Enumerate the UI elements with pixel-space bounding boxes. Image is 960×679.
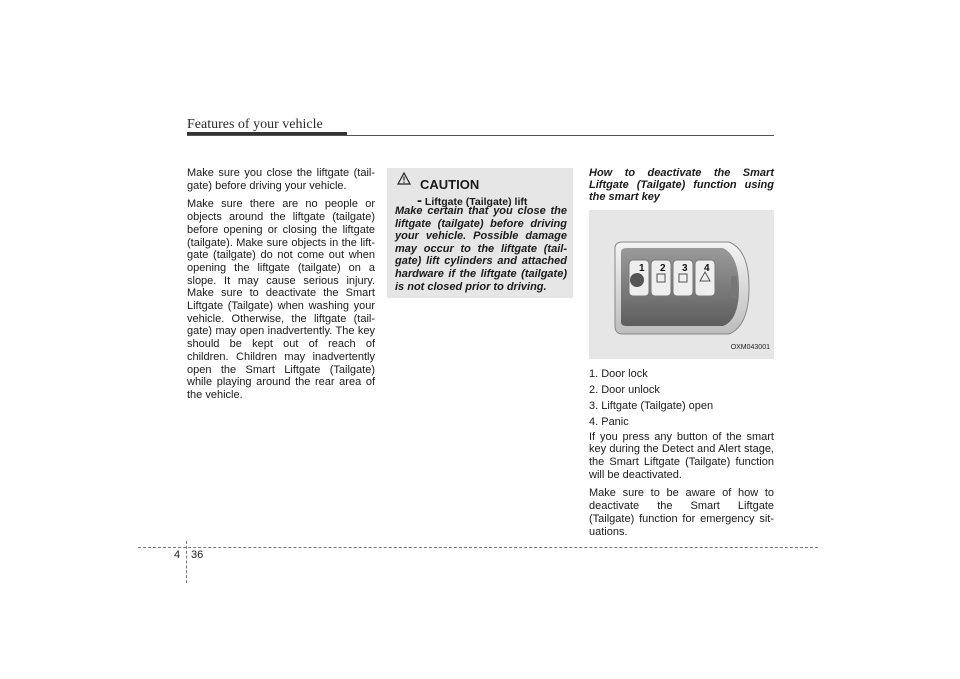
list-item: 1. Door lock <box>589 367 648 380</box>
header-rule <box>187 135 774 136</box>
chapter-number: 4 <box>174 549 181 561</box>
key-button-2-label: 2 <box>660 262 666 274</box>
howto-heading: How to deactivate the Smart Liftgate (Tailgate) function using the smart key <box>589 167 774 204</box>
paragraph: If you press any button of the smart key during the Detect and Alert stage, the Smart Liftgate (Tailgate) function will be deactivated. <box>589 430 774 481</box>
right-column <box>589 167 774 544</box>
caution-box <box>387 168 573 298</box>
smart-key-illustration <box>589 210 774 359</box>
footer-rule <box>138 547 818 548</box>
figure-code: OXM043001 <box>730 343 770 351</box>
list-item: 2. Door unlock <box>589 383 660 396</box>
key-button-1-label: 1 <box>639 262 645 274</box>
key-button-3-label: 3 <box>682 262 688 274</box>
paragraph: Make sure to be aware of how to deactivate the Smart Liftgate (Tailgate) function for emergency sit-uations. <box>589 487 774 538</box>
smart-key-figure <box>589 210 774 359</box>
warning-icon <box>397 172 411 185</box>
paragraph: Make sure you close the liftgate (tail-gate) before driving your vehicle. <box>187 167 375 192</box>
left-column <box>187 167 375 408</box>
footer-divider <box>186 541 187 583</box>
key-button-4-label: 4 <box>704 262 710 274</box>
caution-dash: - <box>417 192 422 209</box>
caution-text: Make certain that you close the liftgate (tailgate) before driving your vehicle. Possible damage may occur to the liftgate (tail-gate) lift cylinders and attached hardware if the liftgate (tailgate) is not closed prior to driving. <box>395 205 567 293</box>
paragraph: Make sure there are no people or objects around the liftgate (tailgate) before opening or closing the liftgate (tailgate). Make sure objects in the lift-gate (tailgate) do not come out when opening the liftgate (tailgate) on a slope. It may cause serious injury. Make sure to deactivate the Smart Liftgate (Tailgate) when washing your vehicle. Otherwise, the liftgate (tail-gate) may open inadvertently. The key should be kept out of reach of children. Children may inadvertently open the Smart Liftgate (Tailgate) while playing around the rear area of the vehicle. <box>187 198 375 401</box>
list-item: 3. Liftgate (Tailgate) open <box>589 399 714 412</box>
caution-subtitle-text: Liftgate (Tailgate) lift <box>424 196 528 208</box>
list-item: 4. Panic <box>589 415 629 428</box>
section-title: Features of your vehicle <box>187 117 323 132</box>
page-number: 36 <box>191 549 204 561</box>
caution-title: CAUTION <box>420 177 480 192</box>
